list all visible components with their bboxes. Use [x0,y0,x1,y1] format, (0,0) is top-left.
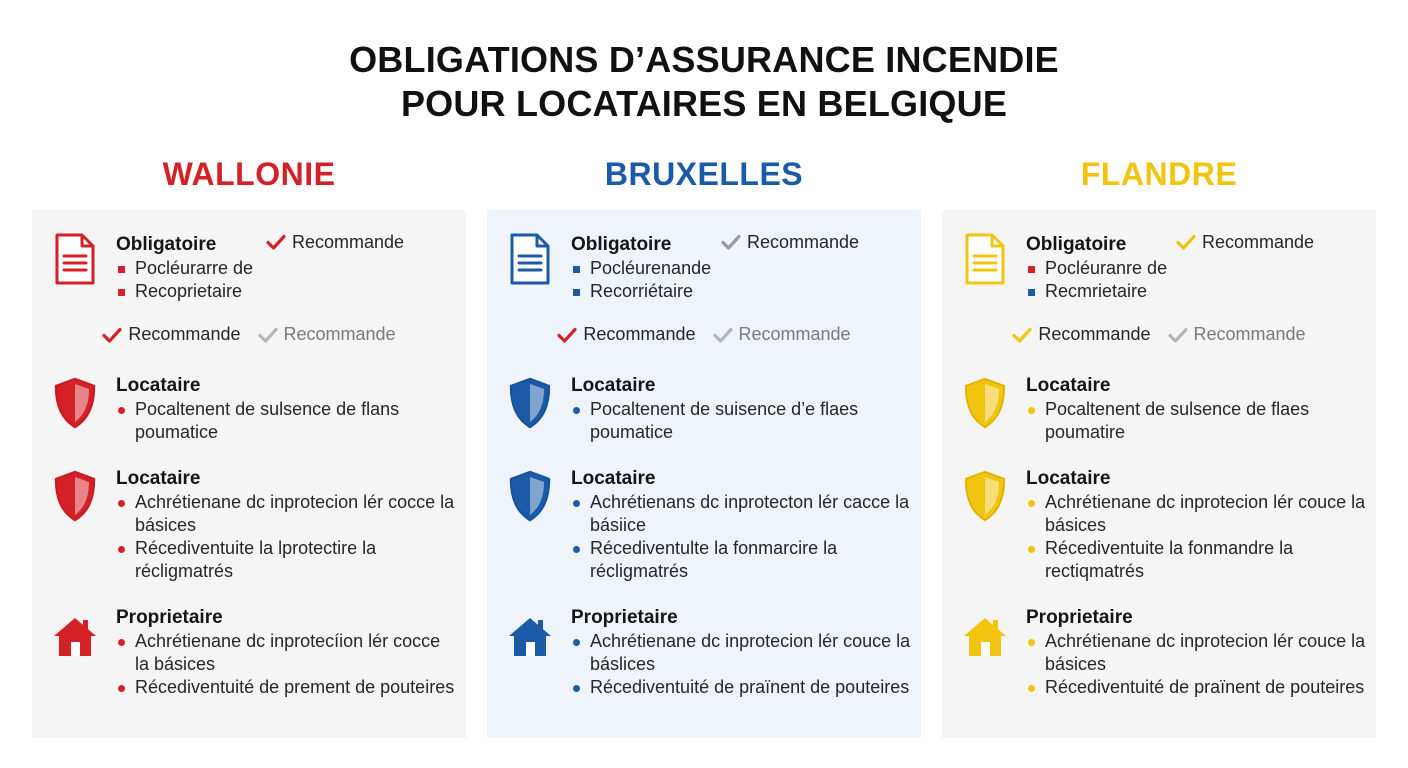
bullet-icon [118,546,125,553]
bullet-icon [118,500,125,507]
section-heading: Obligatoire [116,234,217,255]
house-icon [962,608,1008,662]
list-item: Pocaltenent de sulsence de flans poumatice [116,398,456,444]
list-item: Récediventuité de prement de pouteires [116,676,456,699]
bullet-icon [118,685,125,692]
check-icon [1176,234,1202,250]
list-item: Achrétienane dc inprotecion lér couce la básices [1026,630,1366,676]
region-panel [942,210,1376,738]
section-heading: Proprietaire [571,607,678,628]
list-item: Achrétienane dc inprotecion lér couce la básices [1026,491,1366,537]
list-item: Récediventuité de praïnent de pouteires [571,676,911,699]
recommended-check [266,230,404,254]
section-heading: Locataire [571,468,656,489]
list-item: Achrétienane dc inprotecíion lér cocce la básices [116,630,456,676]
check-icon [266,234,292,250]
list-item: Pocléuranre de [1026,257,1366,280]
region-title-bruxelles: BRUXELLES [604,156,804,192]
list-item: Recmrietaire [1026,280,1366,303]
recommendation-row [942,324,1376,348]
list-item: Achrétienans dc inprotecton lér cacce la básiice [571,491,911,537]
region-title-wallonie: WALLONIE [162,156,336,192]
bullet-icon [1028,546,1035,553]
list-item: Recoprietaire [116,280,456,303]
recommendation-row [32,324,466,348]
bullet-icon [118,639,125,646]
bullet-icon [573,639,580,646]
bullet-icon [573,685,580,692]
section-heading: Locataire [116,468,201,489]
house-icon [507,608,553,662]
recommended-check: Recommande [1012,324,1150,345]
check-label: Recommande [747,232,860,252]
bullet-icon [118,289,125,296]
recommended-check: Recommande [557,324,695,345]
region-panel [32,210,466,738]
bullet-icon [573,407,580,414]
recommended-check [1176,230,1314,254]
list-item: Pocléurenande [571,257,911,280]
recommended-check [721,230,859,254]
check-label: Recommande [1202,232,1315,252]
section-heading: Proprietaire [116,607,223,628]
check-icon [557,327,583,343]
list-item: Récediventuite la lprotectire la récligmatrés [116,537,456,583]
section-heading: Obligatoire [1026,234,1127,255]
shield-icon [507,469,553,523]
shield-icon [52,469,98,523]
list-item: Recorriétaire [571,280,911,303]
bullet-icon [1028,266,1035,273]
bullet-icon [1028,500,1035,507]
recommended-check-muted: Recommande [258,324,396,345]
page-title [0,38,1408,126]
list-item: Récediventuité de praïnent de pouteires [1026,676,1366,699]
shield-icon [962,469,1008,523]
section-heading: Obligatoire [571,234,672,255]
list-item: Pocaltenent de sulsence de flaes poumatire [1026,398,1366,444]
title-line-1: OBLIGATIONS D’ASSURANCE INCENDIE [349,39,1059,80]
region-panel [487,210,921,738]
check-icon [258,327,284,343]
bullet-icon [118,407,125,414]
bullet-icon [573,500,580,507]
list-item: Récediventuite la fonmandre la rectiqmatrés [1026,537,1366,583]
bullet-icon [1028,289,1035,296]
bullet-icon [118,266,125,273]
bullet-icon [573,546,580,553]
check-icon [102,327,128,343]
check-icon [713,327,739,343]
recommended-check: Recommande [102,324,240,345]
document-icon [52,232,98,286]
section-heading: Locataire [1026,468,1111,489]
section-heading: Proprietaire [1026,607,1133,628]
recommended-check-muted: Recommande [1168,324,1306,345]
bullet-icon [1028,639,1035,646]
section-heading: Locataire [116,375,201,396]
document-icon [962,232,1008,286]
check-label: Recommande [292,232,405,252]
bullet-icon [573,266,580,273]
bullet-icon [1028,407,1035,414]
title-line-2: POUR LOCATAIRES EN BELGIQUE [400,83,1008,124]
check-icon [1168,327,1194,343]
list-item: Achrétienane dc inprotecion lér couce la báslices [571,630,911,676]
check-icon [1012,327,1038,343]
recommended-check-muted: Recommande [713,324,851,345]
recommendation-row [487,324,921,348]
shield-icon [962,376,1008,430]
document-icon [507,232,553,286]
shield-icon [52,376,98,430]
bullet-icon [573,289,580,296]
list-item: Achrétienane dc inprotecion lér cocce la básices [116,491,456,537]
section-heading: Locataire [1026,375,1111,396]
section-heading: Locataire [571,375,656,396]
check-icon [721,234,747,250]
shield-icon [507,376,553,430]
region-title-flandre: FLANDRE [1080,156,1238,192]
bullet-icon [1028,685,1035,692]
list-item: Pocléurarre de [116,257,456,280]
list-item: Récediventulte la fonmarcire la récligmatrés [571,537,911,583]
list-item: Pocaltenent de suisence d’e flaes poumatice [571,398,911,444]
house-icon [52,608,98,662]
